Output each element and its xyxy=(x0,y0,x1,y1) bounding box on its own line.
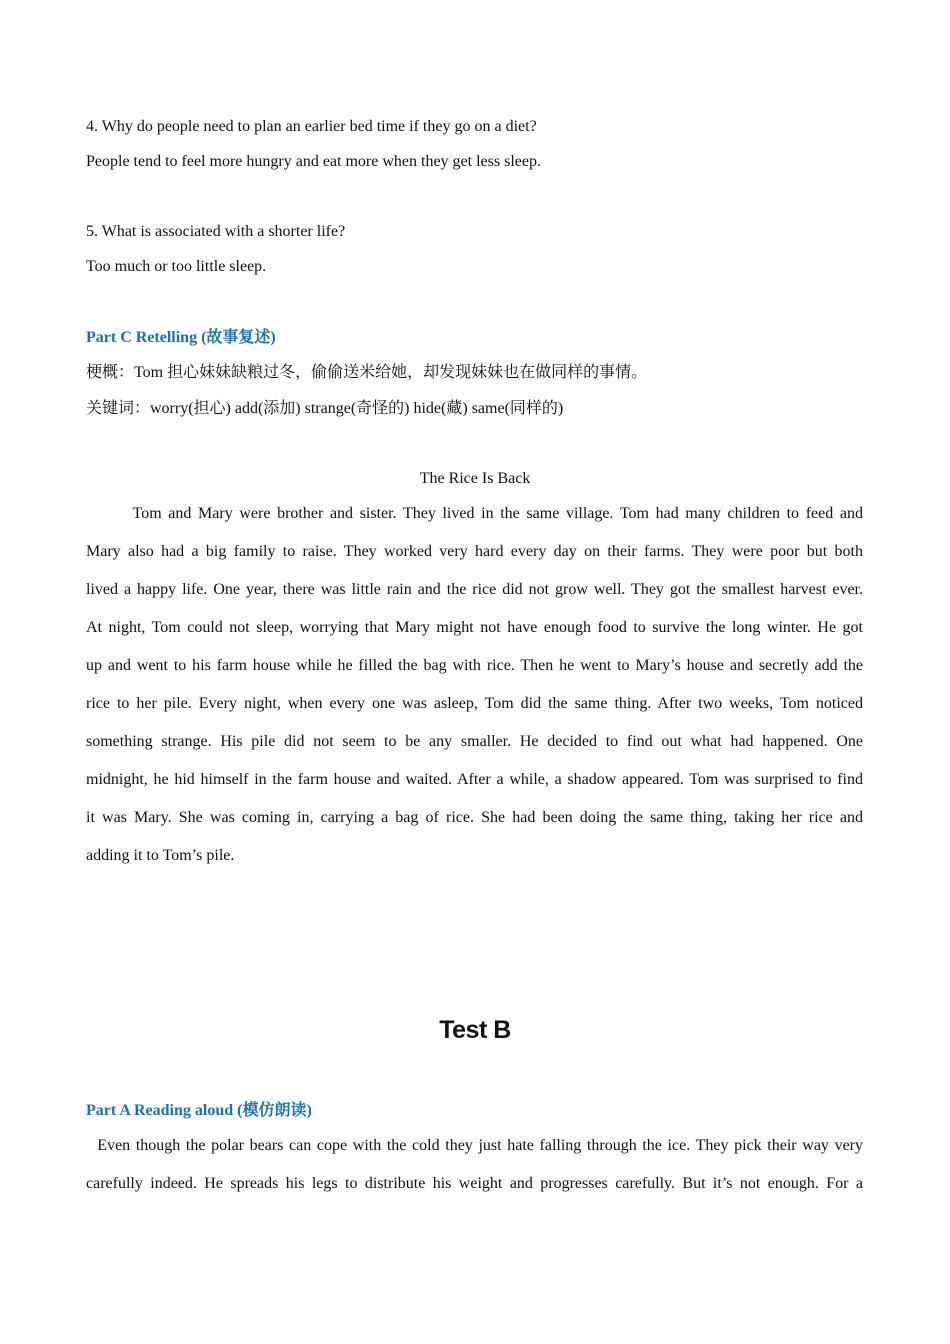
part-a-heading: Part A Reading aloud (模仿朗读) xyxy=(86,1102,312,1119)
part-c-heading: Part C Retelling (故事复述) xyxy=(86,329,276,346)
part-c-summary: 梗概：Tom 担心妹妹缺粮过冬，偷偷送米给她，却发现妹妹也在做同样的事情。 xyxy=(86,364,648,381)
story-line: adding it to Tom’s pile. xyxy=(86,847,235,864)
story-line: At night, Tom could not sleep, worrying that Mary might not have enough food to survive the long winter. He got xyxy=(86,619,863,636)
story-line: Tom and Mary were brother and sister. They lived in the same village. Tom had many children to feed and xyxy=(86,505,863,522)
story-line: it was Mary. She was coming in, carrying a bag of rice. She had been doing the same thing, taking her rice and xyxy=(86,809,863,826)
story-line: up and went to his farm house while he filled the bag with rice. Then he went to Mary’s house and secretly add the xyxy=(86,657,863,674)
question-5: 5. What is associated with a shorter life? xyxy=(86,223,346,240)
reading-line: Even though the polar bears can cope with the cold they just hate falling through the ice. They pick their way very xyxy=(86,1137,863,1154)
story-line: Mary also had a big family to raise. They worked very hard every day on their farms. They were poor but both xyxy=(86,543,863,560)
test-b-title: Test B xyxy=(439,1016,511,1044)
story-line: something strange. His pile did not seem to be any smaller. He decided to find out what had happened. One xyxy=(86,733,863,750)
story-line: midnight, he hid himself in the farm house and waited. After a while, a shadow appeared. Tom was surprised to find xyxy=(86,771,863,788)
answer-5: Too much or too little sleep. xyxy=(86,258,267,275)
answer-4: People tend to feel more hungry and eat more when they get less sleep. xyxy=(86,153,541,170)
story-line: lived a happy life. One year, there was little rain and the rice did not grow well. They got the smallest harvest ever. xyxy=(86,581,863,598)
part-c-keywords: 关键词：worry(担心) add(添加) strange(奇怪的) hide(藏) same(同样的) xyxy=(86,400,564,417)
question-4: 4. Why do people need to plan an earlier bed time if they go on a diet? xyxy=(86,118,537,135)
story-title: The Rice Is Back xyxy=(419,470,531,487)
story-line: rice to her pile. Every night, when every one was asleep, Tom did the same thing. After two weeks, Tom noticed xyxy=(86,695,863,712)
reading-line: carefully indeed. He spreads his legs to distribute his weight and progresses carefully. But it’s not enough. For a xyxy=(86,1175,863,1192)
